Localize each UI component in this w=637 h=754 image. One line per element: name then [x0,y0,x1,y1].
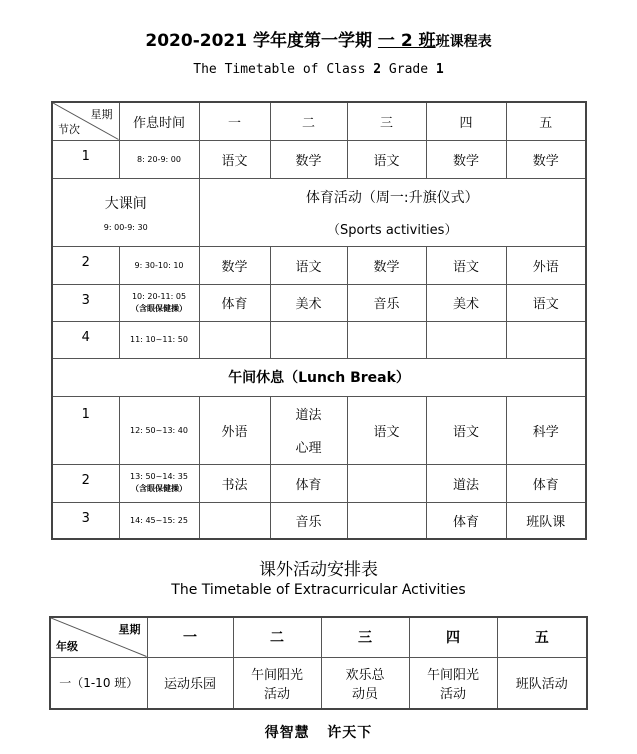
period-time: 9: 30-10: 10 [119,246,199,284]
class-cell: 语文 [506,284,586,321]
class-cell: 体育 [199,284,270,321]
period-number: 3 [52,284,119,321]
timetable-subtitle [0,62,637,77]
ex-activity-line: 动员 [351,686,378,702]
ex-day-header: 二 [233,617,321,657]
class-cell: 语文 [199,140,270,178]
period-time: 13: 50~14: 35 [130,472,188,481]
period-note: （含眼保健操） [131,484,187,493]
ex-activity-cell [321,657,409,709]
extracurricular-title: 课外活动安排表 [259,560,378,580]
class-cell-line: 道法 [295,408,322,423]
time-header: 作息时间 [119,102,199,140]
school-motto: 得智慧 许天下 [264,725,373,741]
title-class: 一 2 班 [377,31,436,51]
class-cell [426,321,506,358]
ex-activity-cell [233,657,321,709]
ex-activity-line: 午间阳光 [426,667,479,683]
day-header: 五 [506,102,586,140]
ex-corner-weekday: 星期 [118,623,141,636]
class-cell: 音乐 [347,284,426,321]
class-cell: 语文 [347,140,426,178]
header-row [52,102,586,140]
period-time-cell [119,284,199,321]
lunch-row [52,358,586,396]
break-time: 9: 00-9: 30 [103,222,148,232]
corner-period-label: 节次 [58,122,80,136]
corner-weekday-label: 星期 [90,108,113,121]
timetable-title [0,26,637,51]
period-number: 2 [52,464,119,502]
class-cell: 数学 [426,140,506,178]
period-note: （含眼保健操） [131,303,187,313]
day-header: 一 [199,102,270,140]
period-time-cell [119,464,199,502]
class-cell-line: 心理 [295,441,322,456]
class-cell: 美术 [270,284,347,321]
ex-activity-cell [409,657,497,709]
ex-day-header: 一 [147,617,233,657]
class-cell: 数学 [270,140,347,178]
class-cell [347,321,426,358]
break-activity-cell [199,178,586,246]
ex-activity-line: 班队活动 [515,677,568,693]
ex-activity-line: 活动 [263,686,290,702]
ex-corner-grade: 年级 [56,639,78,653]
break-label-cell [52,178,199,246]
ex-grade-label: 一（1-10 班） [50,657,147,709]
extracurricular-table [49,616,588,710]
class-cell: 书法 [199,464,270,502]
class-cell: 数学 [199,246,270,284]
ex-day-header: 四 [409,617,497,657]
afternoon-row [52,502,586,539]
period-number: 3 [52,502,119,539]
period-time: 10: 20-11: 05 [131,291,187,301]
class-cell: 科学 [506,396,586,464]
ex-activity-cell [497,657,587,709]
class-cell: 语文 [426,246,506,284]
period-row [52,140,586,178]
class-cell: 体育 [506,464,586,502]
title-suffix: 班课程表 [435,34,492,50]
afternoon-row [52,396,586,464]
subtitle-pre: The Timetable of Class [193,62,374,77]
class-cell-double [270,396,347,464]
class-cell: 语文 [347,396,426,464]
period-number: 1 [52,140,119,178]
period-row [52,246,586,284]
period-time: 11: 10~11: 50 [119,321,199,358]
ex-corner-cell [50,617,147,657]
ex-activity-line: 运动乐园 [163,677,216,693]
day-header: 四 [426,102,506,140]
break-label: 大课间 [104,195,147,212]
lunch-break: 午间休息（Lunch Break） [52,358,586,396]
class-cell: 美术 [426,284,506,321]
class-cell [347,502,426,539]
period-time: 8: 20-9: 00 [119,140,199,178]
title-prefix: 2020-2021 学年度第一学期 [145,31,372,51]
day-header: 二 [270,102,347,140]
subtitle-mid: Grade [381,62,436,77]
ex-header-row [50,617,587,657]
class-cell [270,321,347,358]
ex-activity-line: 午间阳光 [250,667,303,683]
class-cell: 体育 [270,464,347,502]
class-cell: 体育 [426,502,506,539]
class-cell: 音乐 [270,502,347,539]
class-timetable [51,101,587,540]
subtitle-grade-num: 1 [435,62,444,77]
class-cell [347,464,426,502]
class-cell [506,321,586,358]
ex-day-header: 三 [321,617,409,657]
class-cell: 班队课 [506,502,586,539]
extracurricular-subtitle: The Timetable of Extracurricular Activities [171,582,466,598]
ex-activity-cell [147,657,233,709]
corner-header-cell [52,102,119,140]
class-cell: 外语 [506,246,586,284]
break-activity-en: （Sports activities） [327,222,458,238]
class-cell [199,502,270,539]
ex-activity-line: 活动 [439,686,466,702]
class-cell: 语文 [270,246,347,284]
class-cell: 数学 [347,246,426,284]
break-row [52,178,586,246]
period-row [52,321,586,358]
period-number: 4 [52,321,119,358]
period-number: 2 [52,246,119,284]
class-cell [199,321,270,358]
period-time: 14: 45~15: 25 [119,502,199,539]
class-cell: 道法 [426,464,506,502]
period-time: 12: 50~13: 40 [119,396,199,464]
class-cell: 外语 [199,396,270,464]
break-activity: 体育活动（周一:升旗仪式） [305,189,479,206]
day-header: 三 [347,102,426,140]
period-number: 1 [52,396,119,464]
ex-activity-row [50,657,587,709]
ex-activity-line: 欢乐总 [345,667,385,683]
subtitle-class-num: 2 [373,62,382,77]
period-row [52,284,586,321]
class-cell: 语文 [426,396,506,464]
afternoon-row [52,464,586,502]
class-cell: 数学 [506,140,586,178]
ex-day-header: 五 [497,617,587,657]
